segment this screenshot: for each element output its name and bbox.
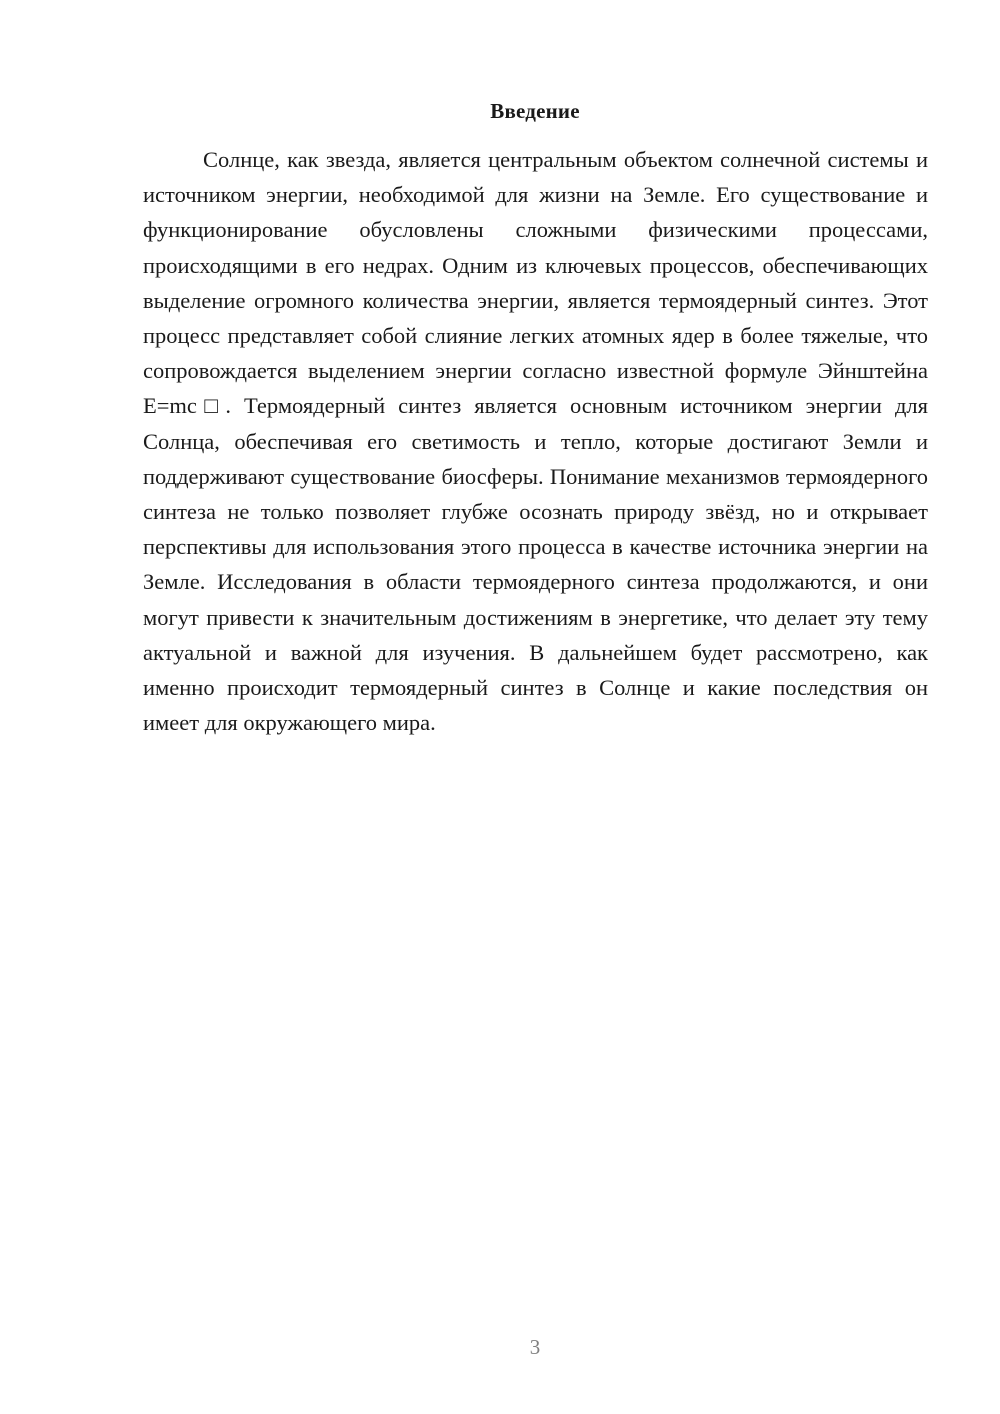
- body-paragraph: Солнце, как звезда, является центральным объектом солнечной системы и источником энергии, необходимой для жизни на Земле. Его существование и функционирование обусловлены сложными физическими процессами, происходящими в его недрах. Одним из ключевых процессов, обеспечивающих выделение огромного количества энергии, является термоядерный синтез. Этот процесс представляет собой слияние легких атомных ядер в более тяжелые, что сопровождается выделением энергии согласно известной формуле Эйнштейна E=mc□. Термоядерный синтез является основным источником энергии для Солнца, обеспечивая его светимость и тепло, которые достигают Земли и поддерживают существование биосферы. Понимание механизмов термоядерного синтеза не только позволяет глубже осознать природу звёзд, но и открывает перспективы для использования этого процесса в качестве источника энергии на Земле. Исследования в области термоядерного синтеза продолжаются, и они могут привести к значительным достижениям в энергетике, что делает эту тему актуальной и важной для изучения. В дальнейшем будет рассмотрено, как именно происходит термоядерный синтез в Солнце и какие последствия он имеет для окружающего мира.: [143, 147, 928, 736]
- section-heading: Введение: [490, 99, 580, 123]
- page-number: 3: [529, 1335, 541, 1359]
